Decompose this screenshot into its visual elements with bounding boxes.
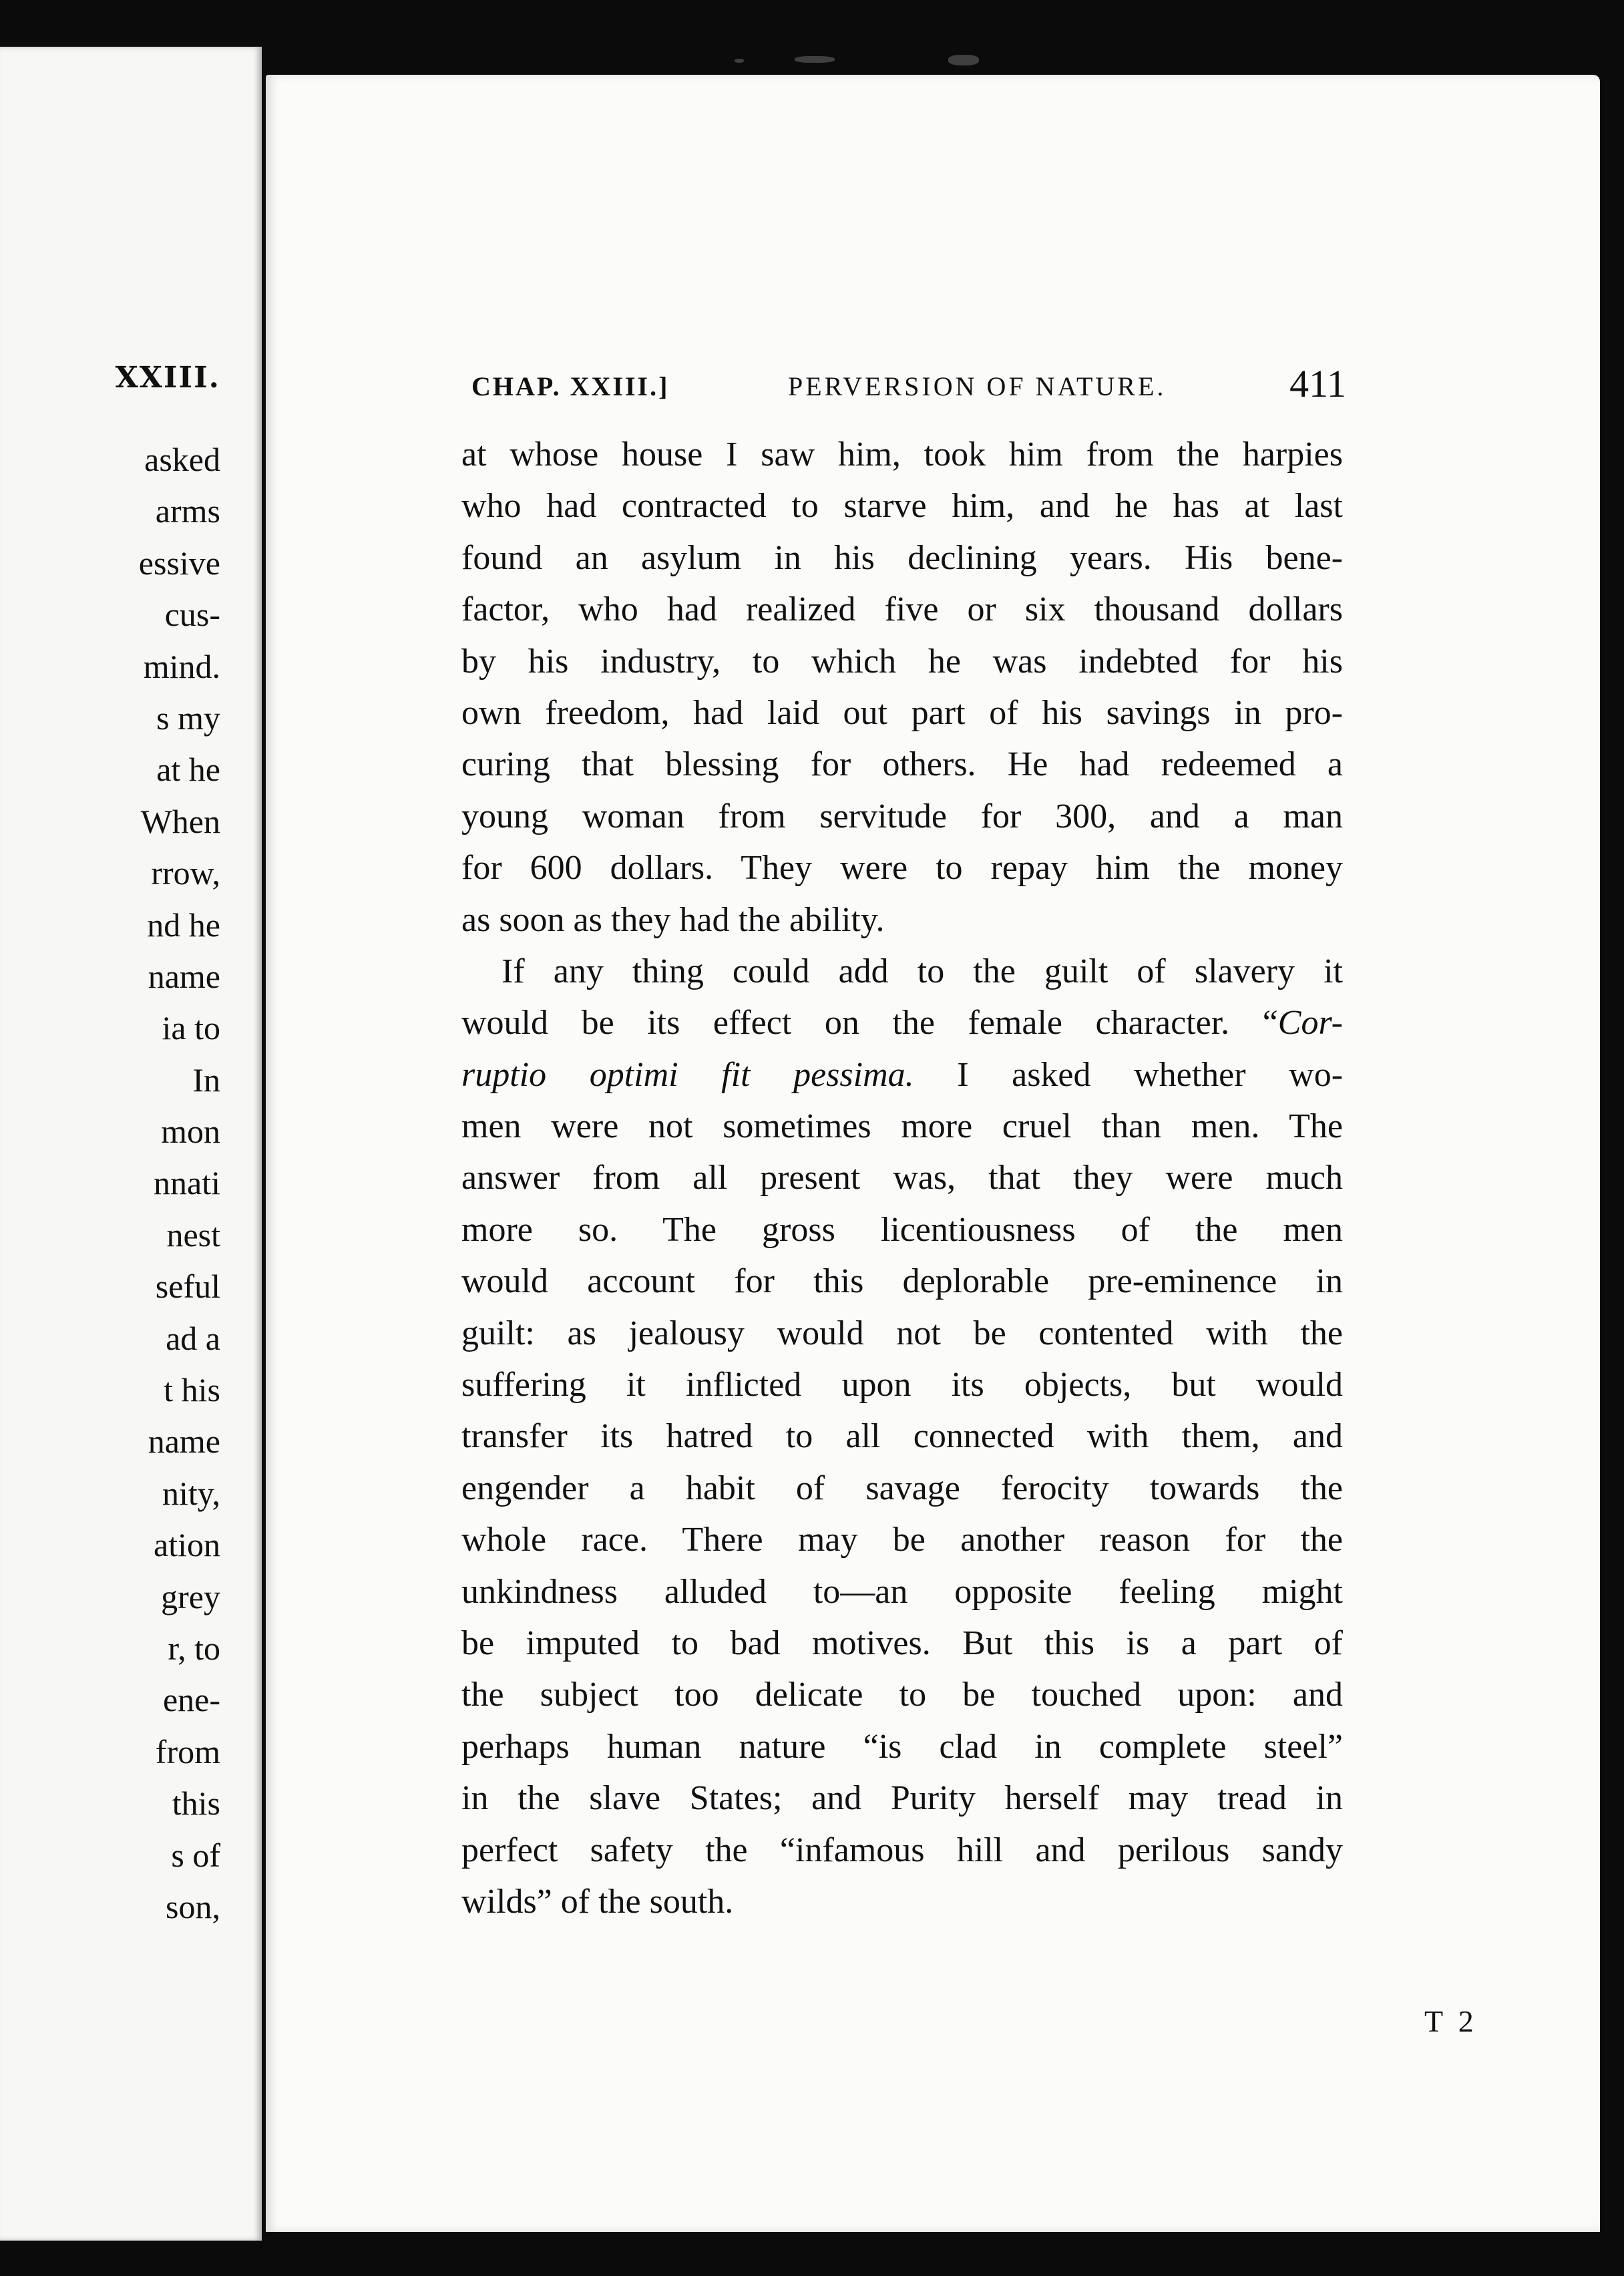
text-line: factor, who had realized five or six thousand dollars [461,590,1343,629]
left-page-line: mon [161,1113,220,1151]
body-text [461,429,1343,1927]
scan-noise-specks [735,53,1015,71]
text-line: at whose house I saw him, took him from the harpies [461,435,1343,473]
left-page-line: t his [164,1371,220,1409]
italic-fragment: Cor- [1277,1004,1343,1042]
left-page-line: ene- [162,1681,220,1719]
speck [795,56,835,63]
left-page-line: grey [161,1577,220,1616]
left-page-line: r, to [168,1629,220,1667]
text-line: whole race. There may be another reason for the [461,1521,1343,1559]
text-line: If any thing could add to the guilt of slavery it [501,952,1343,990]
text-line: curing that blessing for others. He had redeemed a [461,745,1343,784]
left-page-line: at he [156,751,220,789]
left-page-line: nity, [162,1474,220,1512]
left-page-line: name [148,1422,220,1461]
text-line: own freedom, had laid out part of his savings in pro- [461,693,1343,732]
italic-fragment: ruptio optimi fit pessima. [461,1055,914,1094]
text-line: men were not sometimes more cruel than men. The [461,1107,1343,1146]
signature-mark: T 2 [1424,2004,1478,2038]
left-page-line: arms [155,492,220,530]
text-line: transfer its hatred to all connected with them, and [461,1417,1343,1456]
left-facing-page [0,47,262,2241]
page-number: 411 [1289,362,1346,405]
speck [948,55,979,65]
left-page-line: In [192,1061,220,1099]
left-page-line: s my [156,699,220,737]
running-head [471,359,1353,412]
chapter-title: PERVERSION OF NATURE. [788,371,1167,401]
left-page-line: ation [154,1526,220,1564]
text-fragment: I asked whether wo- [914,1055,1344,1094]
left-page-line: mind. [143,647,220,685]
left-page-line: cus- [164,596,220,634]
left-page-line: essive [138,544,220,582]
left-page-line: asked [144,441,220,478]
right-page [266,75,1600,2232]
text-line: who had contracted to starve him, and he has at last [461,487,1343,526]
text-line: in the slave States; and Purity herself may tread in [461,1779,1343,1818]
text-line: young woman from servitude for 300, and a man [461,797,1343,835]
left-page-line: ia to [162,1009,220,1047]
text-line: by his industry, to which he was indebted for his [461,642,1343,681]
left-page-line: When [140,802,220,840]
text-line: perfect safety the “infamous hill and perilous sandy [461,1831,1343,1869]
text-line: wilds” of the south. [461,1882,734,1921]
left-page-line: nnati [154,1164,220,1202]
text-line: be imputed to bad motives. But this is a part of [461,1624,1343,1662]
left-page-lines [0,434,220,1933]
left-page-line: s of [171,1836,220,1874]
left-page-line: from [155,1732,220,1770]
left-running-head: XXIII. [115,361,220,395]
left-page-line: seful [155,1268,220,1306]
text-line: engender a habit of savage ferocity towards the [461,1469,1343,1507]
text-line: answer from all present was, that they were much [461,1159,1343,1197]
text-line: the subject too delicate to be touched upon: and [461,1676,1343,1714]
text-line: would account for this deplorable pre-eminence in [461,1262,1343,1301]
speck [735,59,744,63]
text-line-with-italic [461,1049,1343,1101]
text-line: for 600 dollars. They were to repay him the money [461,849,1343,888]
text-line-with-italic [461,997,1343,1049]
text-line: found an asylum in his declining years. His bene- [461,538,1343,577]
left-page-line: rrow, [151,854,220,892]
left-page-line: nest [166,1215,220,1254]
left-page-line: name [148,957,220,995]
left-page-line: this [172,1784,220,1823]
chapter-label: CHAP. XXIII.] [471,371,670,401]
left-page-line: nd he [147,906,220,944]
text-line: more so. The gross licentiousness of the men [461,1210,1343,1249]
left-page-line: ad a [166,1319,220,1357]
text-line: as soon as they had the ability. [461,900,885,939]
left-page-line: son, [166,1887,220,1925]
text-fragment: would be its effect on the female character. “ [461,1004,1278,1042]
text-line: unkindness alluded to—an opposite feeling might [461,1572,1343,1611]
text-line: perhaps human nature “is clad in complete steel” [461,1727,1343,1766]
text-line: suffering it inflicted upon its objects, but would [461,1366,1343,1404]
text-line: guilt: as jealousy would not be contented with the [461,1314,1343,1352]
